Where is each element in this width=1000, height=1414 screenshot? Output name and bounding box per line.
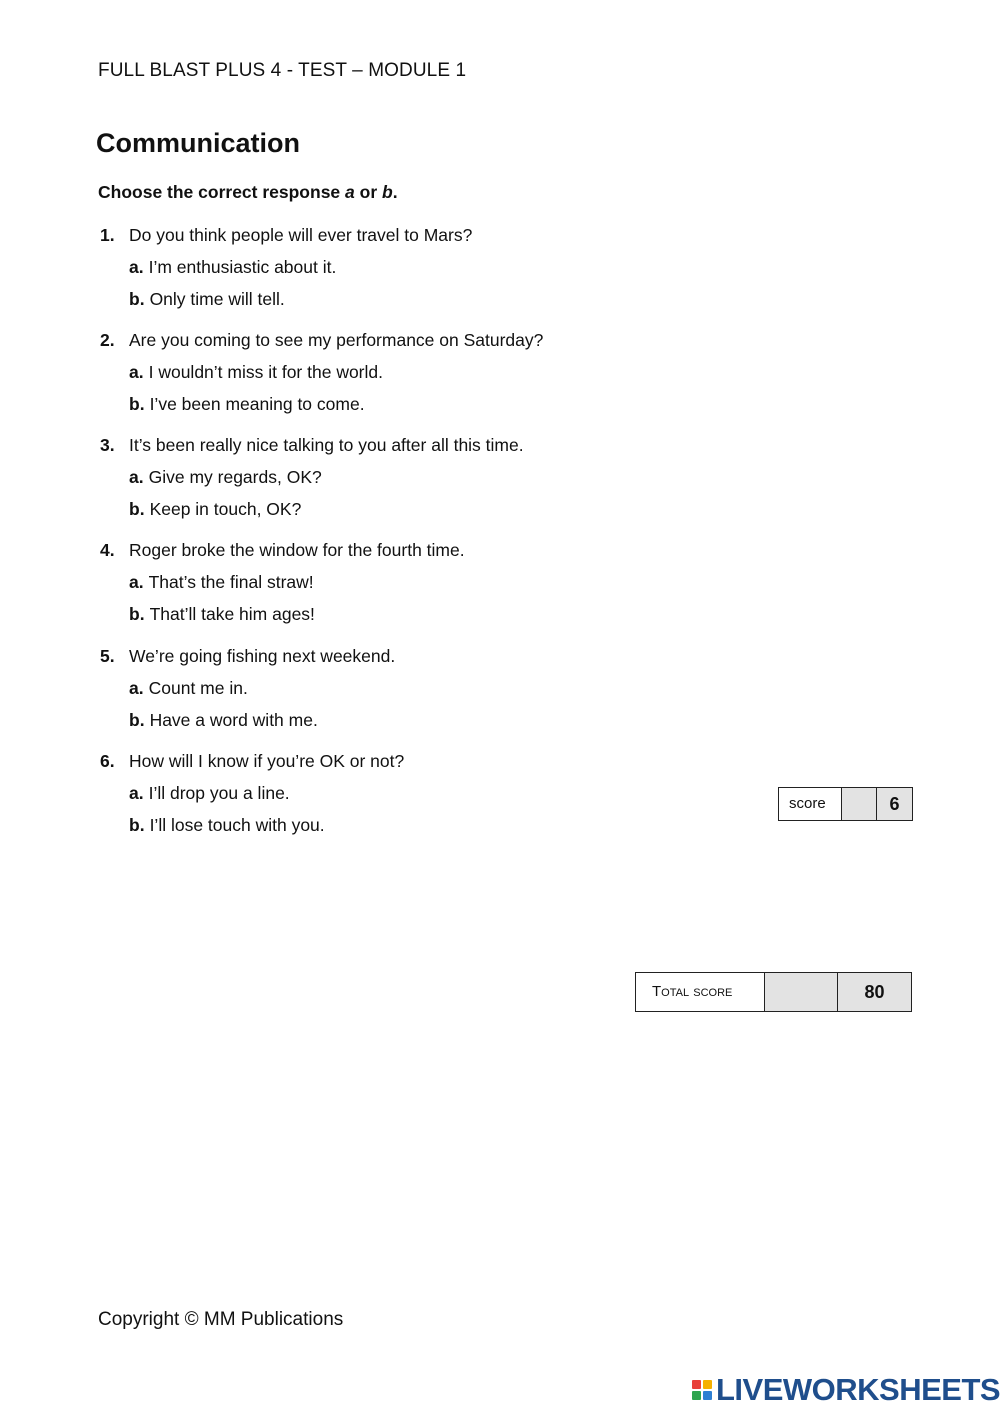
option-text: I’ve been meaning to come. [149, 394, 365, 414]
question-1 [100, 219, 660, 315]
total-score-label: Total score [636, 973, 765, 1011]
logo-tile [703, 1380, 712, 1389]
option-a[interactable] [100, 356, 660, 388]
liveworksheets-logo-icon [692, 1380, 712, 1400]
option-letter: b. [129, 710, 145, 730]
question-prompt [100, 324, 660, 356]
question-prompt [100, 745, 660, 777]
option-text: That’s the final straw! [148, 572, 314, 592]
question-text: Do you think people will ever travel to Mars? [129, 225, 473, 245]
question-4 [100, 534, 660, 630]
option-text: I’m enthusiastic about it. [148, 257, 337, 277]
total-score-input-cell[interactable] [765, 973, 838, 1011]
option-letter: a. [129, 678, 144, 698]
question-text: Are you coming to see my performance on Saturday? [129, 330, 544, 350]
question-3 [100, 429, 660, 525]
question-number: 5. [100, 646, 115, 666]
question-number: 6. [100, 751, 115, 771]
option-letter: b. [129, 499, 145, 519]
option-letter: b. [129, 604, 145, 624]
question-prompt [100, 640, 660, 672]
instruction-end: . [392, 182, 398, 202]
option-a[interactable] [100, 777, 660, 809]
option-letter: b. [129, 815, 145, 835]
instruction-option-b: b [382, 182, 393, 202]
question-text: How will I know if you’re OK or not? [129, 751, 405, 771]
section-title: Communication [96, 128, 301, 158]
option-letter: a. [129, 783, 144, 803]
score-box [778, 787, 913, 821]
score-input-cell[interactable] [842, 788, 877, 820]
question-prompt [100, 429, 660, 461]
logo-tile [692, 1380, 701, 1389]
option-letter: b. [129, 289, 145, 309]
option-a[interactable] [100, 566, 660, 598]
instruction-option-a: a [345, 182, 355, 202]
option-text: Count me in. [148, 678, 248, 698]
option-letter: a. [129, 467, 144, 487]
copyright: Copyright © MM Publications [98, 1309, 344, 1330]
score-label: score [779, 788, 842, 820]
instruction [98, 182, 398, 203]
question-number: 1. [100, 225, 115, 245]
question-number: 3. [100, 435, 115, 455]
option-text: I’ll lose touch with you. [149, 815, 325, 835]
document-header: FULL BLAST PLUS 4 - TEST – MODULE 1 [98, 60, 467, 81]
option-text: I’ll drop you a line. [148, 783, 290, 803]
option-a[interactable] [100, 672, 660, 704]
option-b[interactable] [100, 809, 660, 841]
question-prompt [100, 219, 660, 251]
option-text: Only time will tell. [149, 289, 285, 309]
liveworksheets-logo [692, 1374, 1000, 1406]
option-a[interactable] [100, 251, 660, 283]
logo-tile [692, 1391, 701, 1400]
logo-tile [703, 1391, 712, 1400]
question-prompt [100, 534, 660, 566]
question-2 [100, 324, 660, 420]
option-text: That’ll take him ages! [149, 604, 315, 624]
option-letter: a. [129, 572, 144, 592]
option-letter: a. [129, 257, 144, 277]
score-max: 6 [877, 788, 912, 820]
question-text: We’re going fishing next weekend. [129, 646, 396, 666]
question-number: 2. [100, 330, 115, 350]
option-text: I wouldn’t miss it for the world. [148, 362, 383, 382]
option-text: Give my regards, OK? [148, 467, 322, 487]
option-b[interactable] [100, 388, 660, 420]
question-text: Roger broke the window for the fourth time. [129, 540, 465, 560]
logo-text: LIVEWORKSHEETS [716, 1372, 1000, 1407]
option-b[interactable] [100, 704, 660, 736]
option-letter: b. [129, 394, 145, 414]
total-score-box [635, 972, 912, 1012]
option-b[interactable] [100, 493, 660, 525]
option-text: Have a word with me. [149, 710, 318, 730]
question-6 [100, 745, 660, 841]
option-b[interactable] [100, 598, 660, 630]
total-score-max: 80 [838, 973, 911, 1011]
option-a[interactable] [100, 461, 660, 493]
option-text: Keep in touch, OK? [149, 499, 302, 519]
instruction-text: Choose the correct response [98, 182, 346, 202]
option-letter: a. [129, 362, 144, 382]
option-b[interactable] [100, 283, 660, 315]
question-text: It’s been really nice talking to you after all this time. [129, 435, 524, 455]
instruction-or: or [354, 182, 382, 202]
question-number: 4. [100, 540, 115, 560]
question-5 [100, 640, 660, 736]
